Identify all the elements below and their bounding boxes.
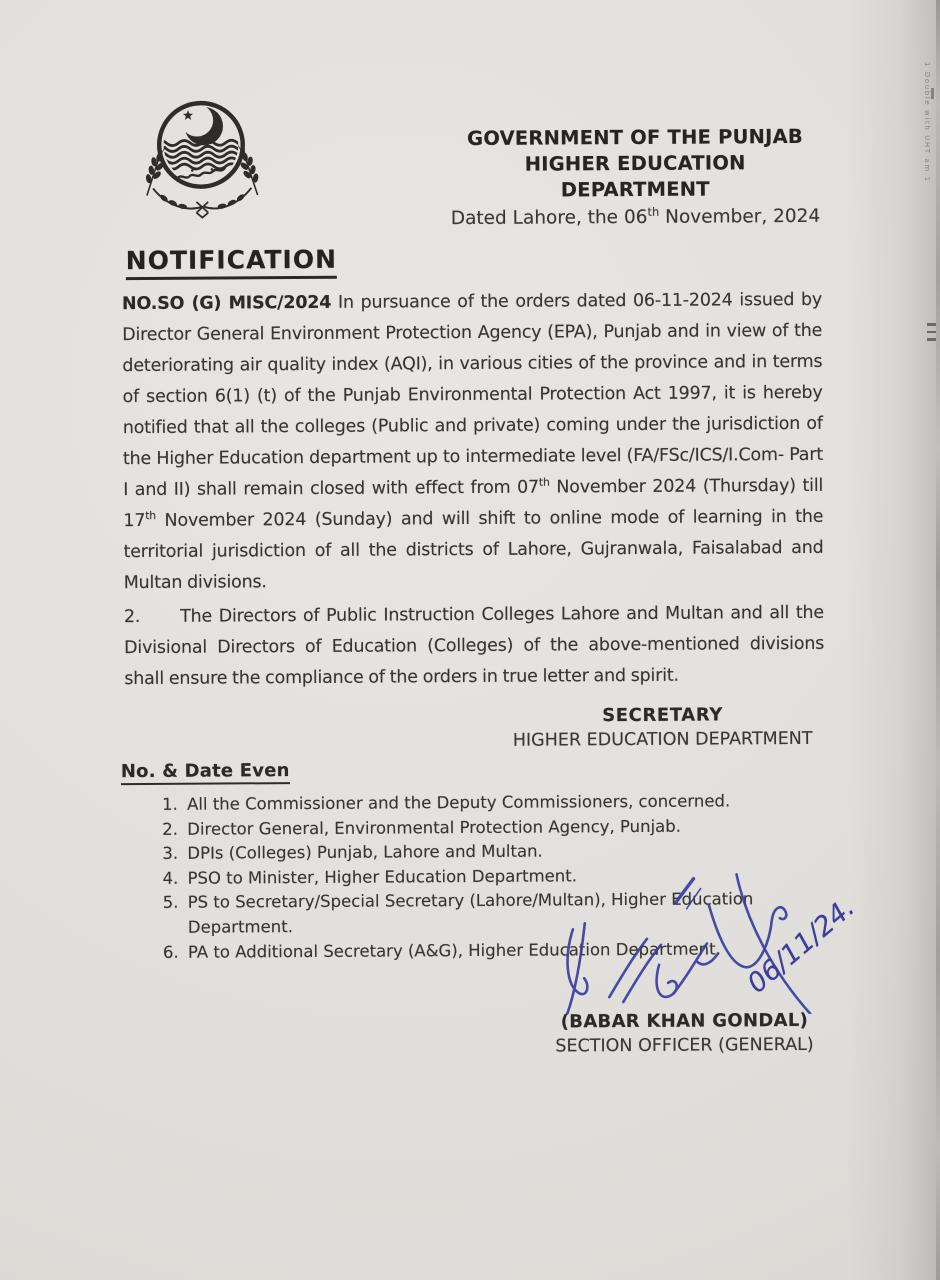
distribution-heading: No. & Date Even (121, 760, 290, 785)
scan-edge-marks (927, 318, 936, 346)
text-run: In pursuance of the orders dated 06-11-2024 issued by Director General Environment Protection Agency (EPA), Punjab and in view of the deteriorating air quality index (AQI), in various cities of the province and in terms of section 6(1) (t) of the Punjab Environmental Protection Act 1997, it is hereby notified that all the colleges (Public and private) coming under the jurisdiction of the Higher Education department up to intermediate level (FA/FSc/ICS/I.Com- Part I and II) shall remain closed with effect from 07 (122, 289, 824, 501)
scan-edge-shadow (936, 0, 940, 1280)
distribution-item: 4. PSO to Minister, Higher Education Department. (183, 862, 863, 891)
text-run: November 2024 (Thursday) till 17 (123, 475, 824, 532)
officer-title: SECTION OFFICER (GENERAL) (555, 1034, 814, 1057)
superscript: th (145, 509, 156, 523)
text-run: NO.SO (G) MISC/2024 (121, 292, 332, 315)
org-name-line2: HIGHER EDUCATION DEPARTMENT (524, 151, 746, 202)
signature-strokes (567, 874, 811, 1015)
distribution-item: 3. DPIs (Colleges) Punjab, Lahore and Multan. (183, 838, 863, 867)
crescent-icon (185, 107, 224, 146)
signatory-title: SECRETARY (602, 704, 723, 727)
distribution-item: 6. PA to Additional Secretary (A&G), Higher Education Department. (184, 936, 864, 965)
distribution-item: 5. PS to Secretary/Special Secretary (Lahore/Multan), Higher Education Department. (184, 887, 864, 940)
handwritten-signature (548, 863, 899, 1015)
rivers-waves (155, 140, 250, 169)
date-prefix: Dated Lahore, the 06 (450, 206, 648, 230)
distribution-item: 1. All the Commissioner and the Deputy Commissioners, concerned. (183, 789, 863, 818)
punjab-government-emblem-logo (139, 97, 312, 222)
body-paragraph-1 (122, 285, 824, 599)
text-run: November 2024 (Sunday) and will shift to online mode of learning in the territorial jurisdiction of all the districts of Lahore, Gujranwala, Faisalabad and Multan divisions. (123, 506, 824, 594)
date-suffix: November, 2024 (659, 205, 821, 228)
scan-edge-text: 1 Double with UHT am 1 (923, 62, 931, 183)
superscript: th (538, 475, 550, 489)
body-paragraph-2 (124, 598, 825, 695)
signatory-block (512, 703, 812, 753)
officer-block (524, 1008, 844, 1059)
urdu-calligraphy (177, 168, 225, 179)
notification-title: NOTIFICATION (126, 245, 337, 280)
officer-name: (BABAR KHAN GONDAL) (560, 1009, 809, 1033)
scan-edge-tick (931, 88, 934, 99)
text-run: 2. The Directors of Public Instruction Colleges Lahore and Multan and all the Divisional Directors of Education (Colleges) of the above-mentioned divisions shall ensure the compliance of the orders in true letter and spirit. (123, 602, 825, 690)
handwritten-date: 06/11/24. (741, 891, 861, 1000)
letterhead (449, 124, 822, 232)
org-name-line1: GOVERNMENT OF THE PUNJAB (467, 124, 803, 150)
date-ordinal: th (647, 204, 660, 219)
signatory-department: HIGHER EDUCATION DEPARTMENT (512, 728, 813, 751)
date-line (449, 203, 821, 232)
distribution-item: 2. Director General, Environmental Protection Agency, Punjab. (183, 813, 863, 842)
